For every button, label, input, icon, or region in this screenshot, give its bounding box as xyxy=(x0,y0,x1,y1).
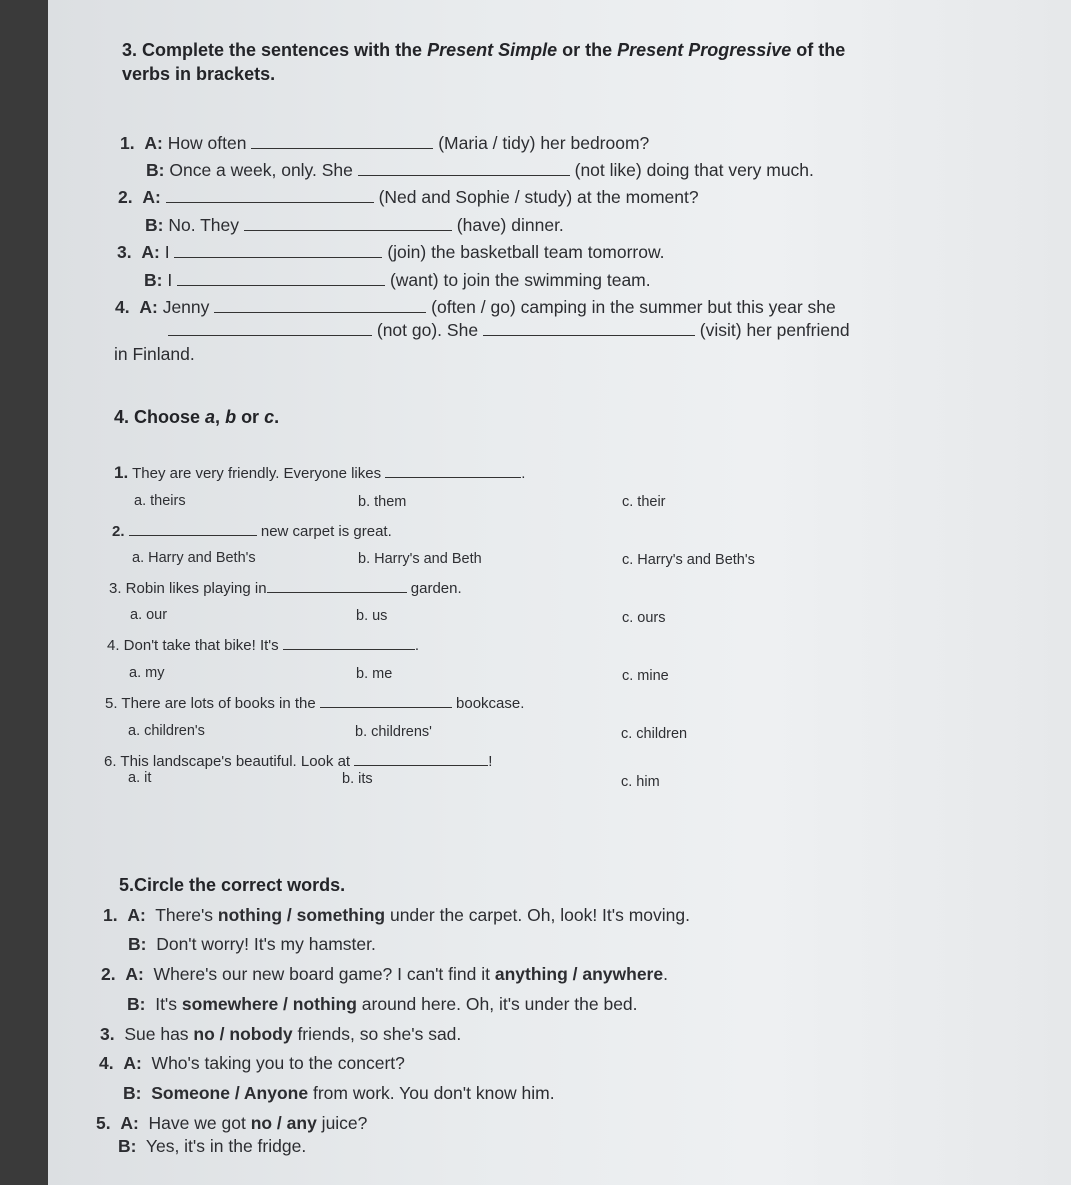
question-text: 6. This landscape's beautiful. Look at xyxy=(104,753,351,770)
exercise-3-title xyxy=(122,40,845,61)
ex5-row-6 xyxy=(99,1053,405,1074)
option-b[interactable]: b. us xyxy=(356,608,388,624)
speaker: B: xyxy=(145,215,164,235)
answer-blank[interactable] xyxy=(177,271,385,286)
speaker: B: xyxy=(146,160,165,180)
title-part: a xyxy=(205,407,216,427)
ex5-row-5 xyxy=(100,1024,461,1045)
title-part: Present Progressive xyxy=(617,40,792,60)
answer-blank[interactable] xyxy=(251,134,433,149)
answer-blank[interactable] xyxy=(174,243,382,258)
option-b[interactable]: b. me xyxy=(356,666,393,682)
answer-blank[interactable] xyxy=(283,635,415,650)
sentence-text: (join) the basketball team tomorrow. xyxy=(387,242,665,262)
sentence-text: (visit) her penfriend xyxy=(699,320,850,340)
ex5-row-9 xyxy=(118,1136,306,1157)
speaker: A: xyxy=(141,242,160,262)
title-part: or the xyxy=(557,40,618,60)
speaker: B: xyxy=(144,270,163,290)
speaker: A: xyxy=(139,297,158,317)
ex3-item-1a xyxy=(120,133,649,154)
answer-blank[interactable] xyxy=(168,321,372,336)
ex4-question-6 xyxy=(104,751,492,770)
option-c[interactable]: c. children xyxy=(621,726,688,742)
ex3-item-1b xyxy=(146,160,814,181)
ex5-row-8 xyxy=(96,1113,367,1134)
ex3-item-2b xyxy=(145,215,564,236)
title-part: 4. Choose xyxy=(114,407,206,427)
sentence-text: (not like) doing that very much. xyxy=(574,160,814,180)
answer-blank[interactable] xyxy=(267,578,407,593)
item-number: 1. xyxy=(103,905,118,925)
ex3-item-4c: in Finland. xyxy=(114,344,195,364)
ex4-question-1 xyxy=(114,463,525,483)
option-b[interactable]: b. its xyxy=(342,771,373,787)
word-choice[interactable]: no / nobody xyxy=(193,1024,293,1044)
title-part: Present Simple xyxy=(427,40,558,60)
sentence-text: Yes, it's in the fridge. xyxy=(145,1136,307,1156)
item-number: 3. xyxy=(100,1024,115,1044)
option-c[interactable]: c. ours xyxy=(622,610,666,626)
speaker: A: xyxy=(144,133,163,153)
answer-blank[interactable] xyxy=(320,693,452,708)
sentence-text: I xyxy=(164,242,170,262)
exercise-5-title: 5.Circle the correct words. xyxy=(119,875,346,895)
sentence-text: Have we got xyxy=(148,1113,251,1133)
answer-blank[interactable] xyxy=(483,321,695,336)
answer-blank[interactable] xyxy=(244,216,452,231)
ex3-item-2a xyxy=(118,187,699,208)
ex5-row-7 xyxy=(123,1083,555,1104)
sentence-text: (not go). She xyxy=(376,320,479,340)
ex4-question-3 xyxy=(109,578,462,597)
exercise-4-title xyxy=(114,407,279,428)
title-part: 3. Complete the sentences with the xyxy=(122,40,428,60)
item-number: 2. xyxy=(118,187,133,207)
speaker: A: xyxy=(120,1113,139,1133)
ex3-item-4b xyxy=(168,320,850,341)
sentence-text: juice? xyxy=(316,1113,368,1133)
sentence-text: friends, so she's sad. xyxy=(292,1024,462,1044)
title-part: c xyxy=(264,407,275,427)
word-choice[interactable]: nothing / something xyxy=(217,905,386,925)
sentence-text: (want) to join the swimming team. xyxy=(389,270,651,290)
option-a[interactable]: a. theirs xyxy=(134,493,186,509)
option-a[interactable]: a. it xyxy=(128,770,152,786)
sentence-text: . xyxy=(663,964,668,984)
question-text: 4. Don't take that bike! It's xyxy=(107,637,279,654)
ex3-item-4a xyxy=(115,297,836,318)
ex4-question-4 xyxy=(107,635,419,654)
sentence-text: (Maria / tidy) her bedroom? xyxy=(438,133,650,153)
item-number: 1. xyxy=(120,133,135,153)
sentence-text: Once a week, only. She xyxy=(169,160,353,180)
ex5-row-1 xyxy=(103,905,690,926)
option-a[interactable]: a. children's xyxy=(128,723,205,739)
question-text: They are very friendly. Everyone likes xyxy=(132,465,382,482)
sentence-text: Sue has xyxy=(124,1024,194,1044)
answer-blank[interactable] xyxy=(354,751,488,766)
sentence-text: No. They xyxy=(168,215,240,235)
question-number: 2. xyxy=(112,523,125,540)
answer-blank[interactable] xyxy=(358,161,570,176)
option-c[interactable]: c. him xyxy=(621,774,660,790)
option-c[interactable]: c. their xyxy=(622,494,666,510)
sentence-text: It's xyxy=(155,994,182,1014)
item-number: 2. xyxy=(101,964,116,984)
option-c[interactable]: c. mine xyxy=(622,668,669,684)
word-choice[interactable]: no / any xyxy=(250,1113,317,1133)
answer-blank[interactable] xyxy=(129,521,257,536)
speaker: A: xyxy=(123,1053,142,1073)
speaker: B: xyxy=(118,1136,137,1156)
title-part: of the xyxy=(791,40,846,60)
option-b[interactable]: b. Harry's and Beth xyxy=(358,551,482,567)
ex3-item-3b xyxy=(144,270,651,291)
ex3-item-3a xyxy=(117,242,665,263)
sentence-text: I xyxy=(167,270,173,290)
sentence-text: (have) dinner. xyxy=(456,215,564,235)
sentence-text: There's xyxy=(155,905,218,925)
sentence-text: from work. You don't know him. xyxy=(308,1083,555,1103)
sentence-text: Jenny xyxy=(162,297,210,317)
title-part: or xyxy=(236,407,265,427)
question-number: 1. xyxy=(114,463,129,482)
question-text: 3. Robin likes playing in xyxy=(109,580,267,597)
option-a[interactable]: a. Harry and Beth's xyxy=(132,550,256,566)
speaker: B: xyxy=(127,994,146,1014)
question-text: new carpet is great. xyxy=(260,523,392,540)
sentence-text: Who's taking you to the concert? xyxy=(151,1053,405,1073)
sentence-text: under the carpet. Oh, look! It's moving. xyxy=(385,905,690,925)
word-choice[interactable]: somewhere / nothing xyxy=(181,994,357,1014)
speaker: B: xyxy=(128,934,147,954)
sentence-text: (often / go) camping in the summer but this year she xyxy=(431,297,836,317)
option-a[interactable]: a. my xyxy=(129,665,165,681)
ex5-row-2 xyxy=(128,934,376,955)
sentence-text: How often xyxy=(167,133,247,153)
title-part: . xyxy=(274,407,280,427)
speaker: A: xyxy=(127,905,146,925)
ex4-question-2 xyxy=(112,521,392,540)
speaker: B: xyxy=(123,1083,142,1103)
answer-blank[interactable] xyxy=(166,188,374,203)
item-number: 4. xyxy=(99,1053,114,1073)
question-text: . xyxy=(414,637,419,654)
title-part: b xyxy=(225,407,237,427)
question-text: bookcase. xyxy=(456,695,525,712)
exercise-3-title-line2: verbs in brackets. xyxy=(122,64,276,84)
question-text: ! xyxy=(488,753,493,770)
speaker: A: xyxy=(142,187,161,207)
ex5-row-3 xyxy=(101,964,668,985)
option-b[interactable]: b. them xyxy=(358,494,407,510)
sentence-text: Where's our new board game? I can't find it xyxy=(153,964,495,984)
worksheet-page xyxy=(48,0,1071,1185)
ex5-row-4 xyxy=(127,994,638,1015)
word-choice[interactable]: Someone / Anyone xyxy=(151,1083,309,1103)
word-choice[interactable]: anything / anywhere xyxy=(494,964,664,984)
answer-blank[interactable] xyxy=(385,463,521,478)
option-c[interactable]: c. Harry's and Beth's xyxy=(622,552,755,568)
item-number: 5. xyxy=(96,1113,111,1133)
title-part: , xyxy=(215,407,226,427)
sentence-text: (Ned and Sophie / study) at the moment? xyxy=(378,187,699,207)
question-text: 5. There are lots of books in the xyxy=(105,695,316,712)
question-text: . xyxy=(521,465,526,482)
sentence-text: Don't worry! It's my hamster. xyxy=(156,934,376,954)
option-b[interactable]: b. childrens' xyxy=(355,724,432,740)
sentence-text: around here. Oh, it's under the bed. xyxy=(356,994,638,1014)
question-text: garden. xyxy=(410,580,462,597)
item-number: 3. xyxy=(117,242,132,262)
ex4-question-5 xyxy=(105,693,524,712)
answer-blank[interactable] xyxy=(214,298,426,313)
speaker: A: xyxy=(125,964,144,984)
item-number: 4. xyxy=(115,297,130,317)
option-a[interactable]: a. our xyxy=(130,607,168,623)
